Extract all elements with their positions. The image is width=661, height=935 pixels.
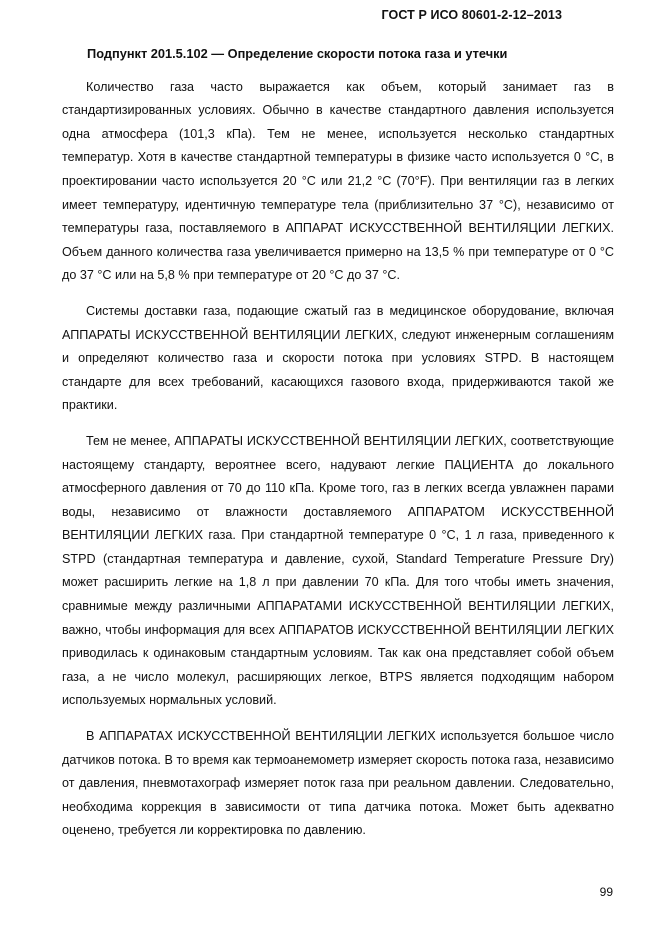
- paragraph-2: Системы доставки газа, подающие сжатый газ в медицинское оборудование, включая АППАРАТЫ ИСКУССТВЕННОЙ ВЕНТИЛЯЦИИ ЛЕГКИХ, следуют инженерным соглашениям и определяют количество газа и скорости потока при условиях STPD. В настоящем стандарте для всех требований, касающихся газового входа, придерживаются такой же практики.: [62, 303, 614, 413]
- subsection-heading: Подпункт 201.5.102 — Определение скорости потока газа и утечки: [87, 46, 508, 61]
- page-content: [62, 42, 614, 855]
- paragraph-1: Количество газа часто выражается как объем, который занимает газ в стандартизированных условиях. Обычно в качестве стандартного давления используется одна атмосфера (101,3 кПа). Тем не менее, используется несколько стандартных температур. Хотя в качестве стандартной температуры в физике часто используется 0 °С, в проектировании часто используется 20 °С или 21,2 °С (70°F). При вентиляции газ в легких имеет температуру, идентичную температуре тела (приблизительно 37 °С), независимо от температуры газа, поставляемого в АППАРАТ ИСКУССТВЕННОЙ ВЕНТИЛЯЦИИ ЛЕГКИХ. Объем данного количества газа увеличивается примерно на 13,5 % при температуре от 0 °С до 37 °С или на 5,8 % при температуре от 20 °С до 37 °С.: [62, 79, 614, 283]
- page-number: 99: [599, 885, 613, 899]
- paragraph-3: Тем не менее, АППАРАТЫ ИСКУССТВЕННОЙ ВЕНТИЛЯЦИИ ЛЕГКИХ, соответствующие настоящему стандарту, вероятнее всего, надувают легкие ПАЦИЕНТА до локального атмосферного давления от 70 до 110 кПа. Кроме того, газ в легких всегда увлажнен парами воды, независимо от влажности доставляемого АППАРАТОМ ИСКУССТВЕННОЙ ВЕНТИЛЯЦИИ ЛЕГКИХ газа. При стандартной температуре 0 °С, 1 л газа, приведенного к STPD (стандартная температура и давление, сухой, Standard Temperature Pressure Dry) может расширить легкие на 1,8 л при давлении 70 кПа. Для того чтобы иметь значения, сравнимые между различными АППАРАТАМИ ИСКУССТВЕННОЙ ВЕНТИЛЯЦИИ ЛЕГКИХ, важно, чтобы информация для всех АППАРАТОВ ИСКУССТВЕННОЙ ВЕНТИЛЯЦИИ ЛЕГКИХ приводилась к одинаковым стандартным условиям. Так как она представляет собой объем газа, а не число молекул, расширяющих легкое, BTPS является подходящим набором используемых нормальных условий.: [62, 433, 614, 708]
- paragraph-4: В АППАРАТАХ ИСКУССТВЕННОЙ ВЕНТИЛЯЦИИ ЛЕГКИХ используется большое число датчиков потока. В то время как термоанемометр измеряет скорость потока газа, независимо от давления, пневмотахограф измеряет поток газа при реальном давлении. Следовательно, необходима коррекция в зависимости от типа датчика потока. Может быть адекватно оценено, требуется ли корректировка по давлению.: [62, 729, 614, 838]
- document-header: ГОСТ Р ИСО 80601-2-12–2013: [381, 8, 562, 22]
